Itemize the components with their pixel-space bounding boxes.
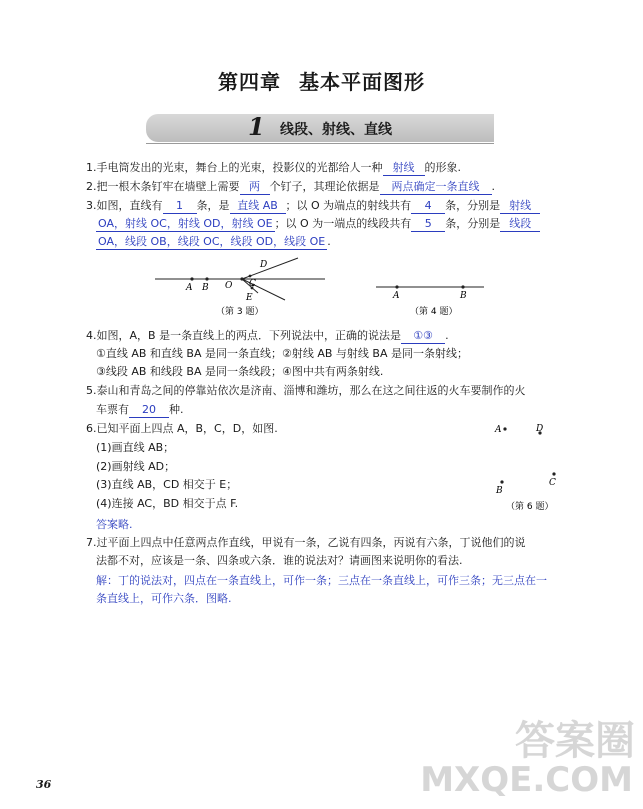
q3-answer-1: 1: [163, 199, 197, 214]
q5-text-end: 种.: [169, 403, 184, 416]
q4-option-line-1: ①直线 AB 和直线 BA 是同一条直线；②射线 AB 与射线 BA 是同一条射线；: [96, 347, 468, 360]
figure-6: [488, 418, 568, 518]
q4-option-line-2: ③线段 AB 和线段 BA 是同一条线段；④图中共有两条射线.: [96, 365, 384, 378]
point-b: [500, 480, 503, 483]
q5-text: 车票有: [96, 403, 129, 416]
section-number: 1: [248, 112, 265, 141]
label-a: A: [393, 291, 400, 301]
question-2: [86, 180, 495, 195]
question-3-line-2: [96, 217, 540, 232]
point-a: [190, 277, 193, 280]
q3-answer-5: OA，射线 OC，射线 OD，射线 OE: [98, 217, 273, 230]
q1-text: 1.手电筒发出的光束，舞台上的光束，投影仪的光都给人一种: [86, 161, 383, 174]
figure-4: [370, 278, 490, 320]
label-o: O: [225, 281, 233, 291]
q2-answer-1: 两: [240, 180, 270, 195]
q6-answer: 答案略.: [96, 518, 133, 531]
question-3-line-3: [96, 235, 331, 250]
point-c: [552, 472, 555, 475]
section-title: 线段、射线、直线: [280, 122, 392, 138]
point-o: [240, 277, 243, 280]
figure-4-caption: （第 4 题）: [410, 307, 458, 317]
label-c: C: [549, 478, 556, 488]
point-a: [395, 285, 398, 288]
point-b: [205, 277, 208, 280]
watermark-logo: 答案圈: [515, 718, 635, 764]
question-6-title: 6.已知平面上四点 A，B，C，D，如图.: [86, 422, 278, 435]
q7-answer-line-2: 条直线上，可作六条．图略.: [96, 592, 232, 605]
q4-answer: ①③: [401, 329, 445, 344]
page-number: 36: [36, 778, 52, 791]
q1-answer: 射线: [383, 161, 425, 176]
q3-answer-2: 直线 AB: [230, 199, 286, 214]
q2-text-end: .: [491, 180, 495, 193]
q3-text: 3.如图，直线有: [86, 199, 163, 212]
q3-answer-3: 4: [411, 199, 445, 214]
q2-answer-2: 两点确定一条直线: [380, 180, 492, 195]
q3-answer-7: 线段: [500, 217, 540, 232]
label-c: C: [249, 279, 256, 289]
label-d: D: [260, 260, 268, 270]
label-e: E: [246, 293, 253, 303]
chapter-label: 第四章: [218, 70, 281, 94]
figure-6-caption: （第 6 题）: [506, 502, 554, 512]
q3-answer-8: OA，线段 OB，线段 OC，线段 OD，线段 OE: [98, 235, 326, 248]
section-divider: [146, 143, 494, 144]
q6-item-3: (3)直线 AB，CD 相交于 E；: [96, 478, 238, 491]
question-3-line-1: [86, 199, 540, 214]
label-b: B: [460, 291, 467, 301]
q3-text: ；以 O 为端点的射线共有: [285, 199, 412, 212]
q5-answer: 20: [129, 403, 169, 418]
q6-item-4: (4)连接 AC，BD 相交于点 F.: [96, 497, 239, 510]
q2-text: 2.把一根木条钉牢在墙壁上需要: [86, 180, 240, 193]
q3-answer-4: 射线: [500, 199, 540, 214]
chapter-heading: [0, 66, 643, 95]
chapter-title: 基本平面图形: [299, 70, 425, 94]
label-a: A: [186, 283, 193, 293]
q6-item-1: (1)画直线 AB；: [96, 441, 175, 454]
q3-text: 条，是: [196, 199, 230, 212]
point-d: [249, 275, 252, 278]
figure-3: [150, 252, 330, 322]
question-7-line-2: 法都不对，应该是一条、四条或六条．谁的说法对？请画图来说明你的看法.: [96, 554, 463, 567]
question-4: [86, 329, 449, 344]
q3-answer-6: 5: [411, 217, 445, 232]
figure-3-caption: （第 3 题）: [216, 307, 264, 317]
q3-text: 条，分别是: [445, 199, 501, 212]
q3-text: 条，分别是: [445, 217, 501, 230]
question-5-line-2: [96, 403, 184, 418]
label-d: D: [536, 424, 544, 434]
q1-text-end: 的形象.: [424, 161, 461, 174]
point-b: [461, 285, 464, 288]
q7-answer-line-1: 解：丁的说法对，四点在一条直线上，可作一条；三点在一条直线上，可作三条；无三点在一: [96, 574, 547, 587]
q6-item-2: (2)画射线 AD；: [96, 460, 176, 473]
watermark-url: MXQE.COM: [420, 760, 633, 800]
q3-text-end: .: [327, 235, 331, 248]
label-b: B: [496, 486, 503, 496]
label-a: A: [495, 425, 502, 435]
q4-text-end: .: [445, 329, 449, 342]
q2-text-mid: 个钉子，其理论依据是: [269, 180, 380, 193]
q4-text: 4.如图，A，B 是一条直线上的两点．下列说法中，正确的说法是: [86, 329, 402, 342]
q3-text: ；以 O 为一端点的线段共有: [274, 217, 412, 230]
question-5-line-1: 5.泰山和青岛之间的停靠站依次是济南、淄博和潍坊，那么在这之间往返的火车要制作的火: [86, 384, 526, 397]
point-a: [503, 427, 506, 430]
label-b: B: [202, 283, 209, 293]
question-7-line-1: 7.过平面上四点中任意两点作直线，甲说有一条，乙说有四条，丙说有六条，丁说他们的说: [86, 536, 526, 549]
question-1: [86, 161, 461, 176]
